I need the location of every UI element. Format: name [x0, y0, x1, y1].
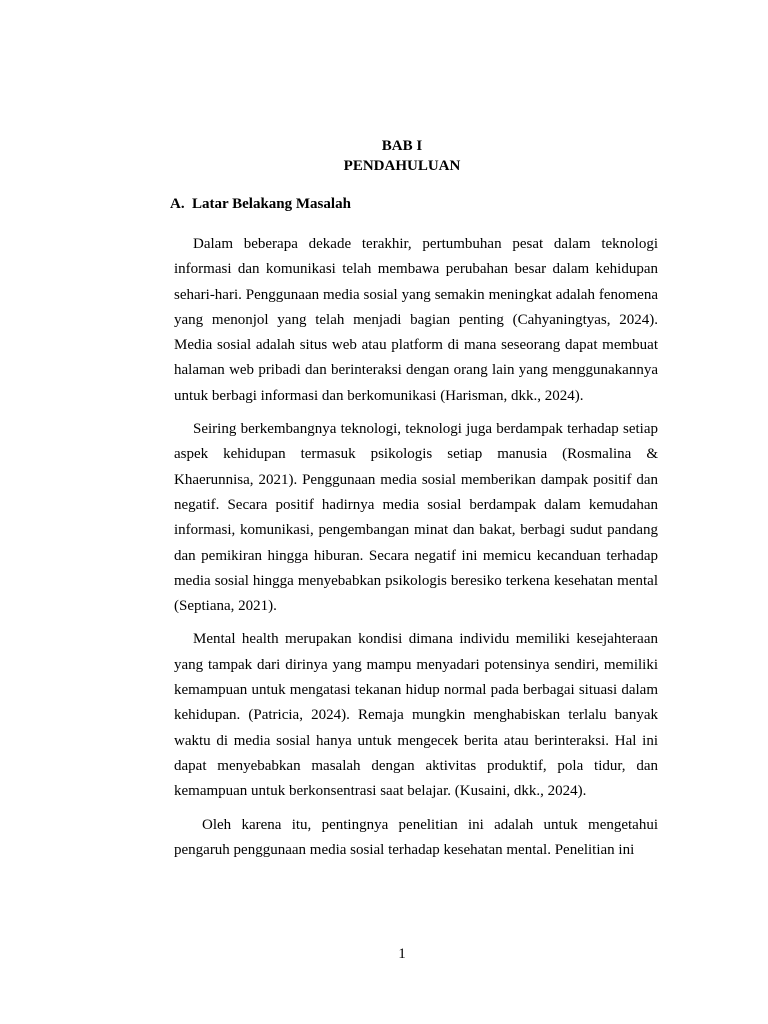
body-text — [174, 232, 658, 871]
section-heading — [170, 194, 351, 214]
paragraph: Mental health merupakan kondisi dimana individu memiliki kesejahteraan yang tampak dari dirinya yang mampu menyadari potensinya sendiri, memiliki kemampuan untuk mengatasi tekanan hidup normal pada berbagai situasi dalam kehidupan. (Patricia, 2024). Remaja mungkin menghabiskan terlalu banyak waktu di media sosial hanya untuk mengecek berita atau berinteraksi. Hal ini dapat menyebabkan masalah dengan aktivitas produktif, pola tidur, dan kemampuan untuk berkonsentrasi saat belajar. (Kusaini, dkk., 2024). — [174, 631, 658, 800]
chapter-title: PENDAHULUAN — [343, 158, 461, 174]
page-number: 1 — [398, 946, 406, 962]
paragraph: Oleh karena itu, pentingnya penelitian ini adalah untuk mengetahui pengaruh penggunaan media sosial terhadap kesehatan mental. Penelitian ini — [174, 816, 658, 858]
chapter-number: BAB I — [381, 138, 423, 154]
section-letter: A. — [170, 196, 185, 212]
paragraph: Dalam beberapa dekade terakhir, pertumbuhan pesat dalam teknologi informasi dan komunikasi telah membawa perubahan besar dalam kehidupan sehari-hari. Penggunaan media sosial yang semakin meningkat adalah fenomena yang menonjol yang telah menjadi bagian penting (Cahyaningtyas, 2024). Media sosial adalah situs web atau platform di mana seseorang dapat membuat halaman web pribadi dan berinteraksi dengan orang lain yang menggunakannya untuk berbagi informasi dan berkomunikasi (Harisman, dkk., 2024). — [174, 236, 658, 404]
paragraph: Seiring berkembangnya teknologi, teknologi juga berdampak terhadap setiap aspek kehidupan termasuk psikologis setiap manusia (Rosmalina & Khaerunnisa, 2021). Penggunaan media sosial memberikan dampak positif dan negatif. Secara positif hadirnya media sosial berdampak dalam kemudahan informasi, komunikasi, pengembangan minat dan bakat, berbagi sudut pandang dan pemikiran hingga hiburan. Secara negatif ini memicu kecanduan terhadap media sosial hingga menyebabkan psikologis beresiko terkena kesehatan mental (Septiana, 2021). — [174, 421, 658, 615]
section-title: Latar Belakang Masalah — [192, 196, 351, 212]
